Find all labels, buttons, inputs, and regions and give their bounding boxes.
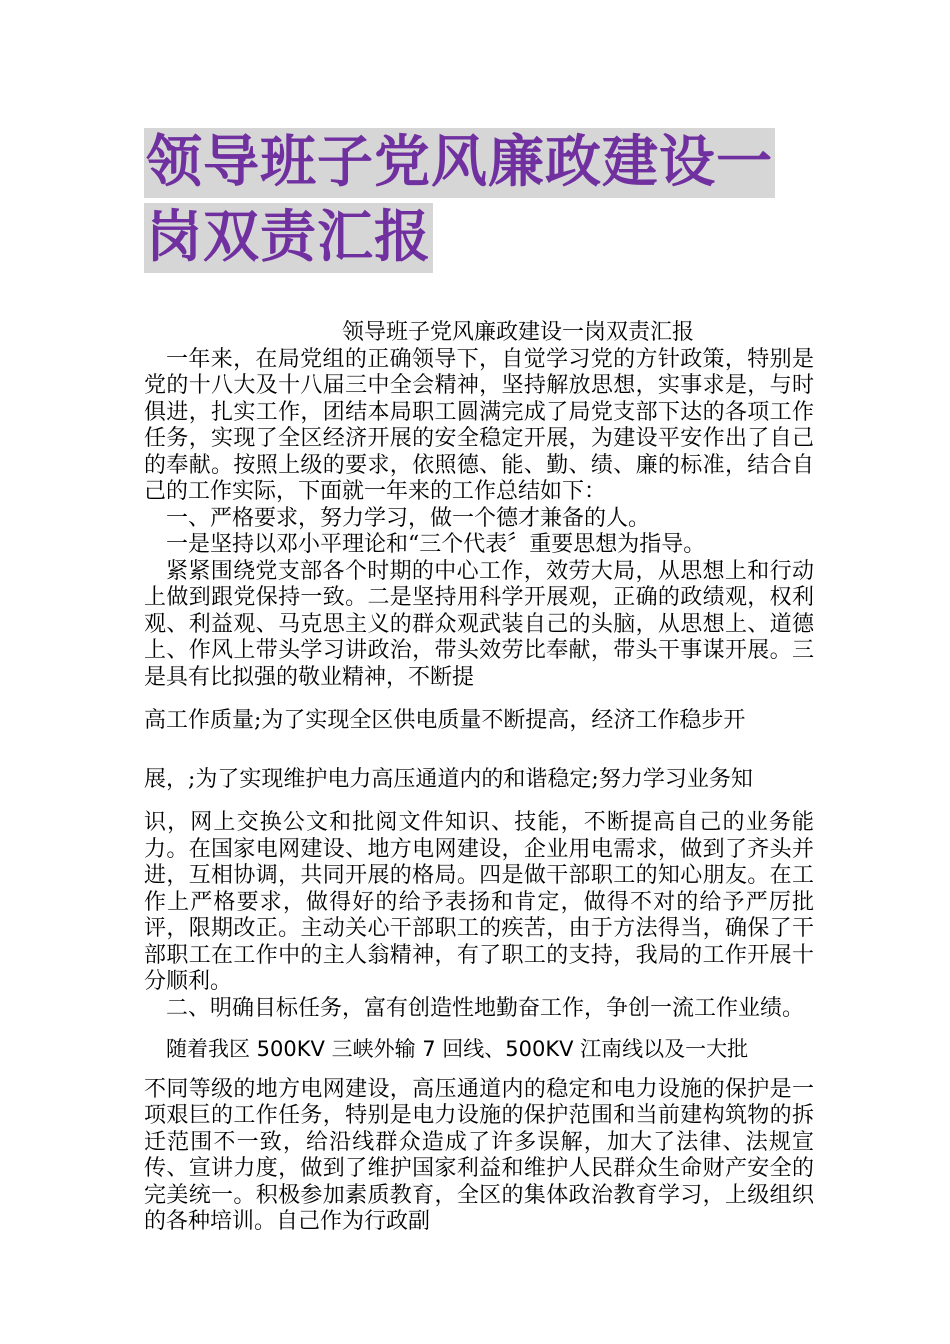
document-body xyxy=(144,320,814,1236)
paragraph-work-line-2 xyxy=(144,708,814,735)
doc-heading: 领导班子党风廉政建设一岗双责汇报 xyxy=(342,320,695,345)
paragraph-grid-line-1 xyxy=(144,1036,814,1063)
work-line-3-text: 展，;为了实现维护电力高压通道内的和谐稳定;努力学习业务知 xyxy=(144,766,753,792)
work-line-2-text: 高工作质量;为了实现全区供电质量不断提高，经济工作稳步开 xyxy=(144,708,746,733)
paragraph-guideline: 一是坚持以邓小平理论和“三个代表〞重要思想为指导。 xyxy=(166,532,706,557)
paragraph-work-line-3 xyxy=(144,767,814,794)
title-line-1: 领导班子党风廉政建设一 xyxy=(144,128,775,198)
grid-line-1-text: 随着我区 500KV 三峡外输 7 回线、500KV 江南线以及一大批 xyxy=(166,1037,749,1061)
section-heading-2: 二、明确目标任务，富有创造性地勤奋工作，争创一流工作业绩。 xyxy=(166,995,805,1021)
document-title xyxy=(144,128,824,278)
section-heading-1: 一、严格要求，努力学习，做一个德才兼备的人。 xyxy=(166,505,651,531)
paragraph-work-continued: 识，网上交换公文和批阅文件知识、技能，不断提高自己的业务能力。在国家电网建设、地方电网建设，企业用电需求，做到了齐头并进，互相协调，共同开展的格局。四是做干部职工的知心朋友。在工作上严格要求，做得好的给予表扬和肯定，做得不对的给予严厉批评，限期改正。主动关心干部职工的疾苦，由于方法得当，确保了干部职工在工作中的主人翁精神，有了职工的支持，我局的工作开展十分顺利。 xyxy=(144,810,814,994)
title-line-2: 岗双责汇报 xyxy=(144,203,433,273)
paragraph-work: 紧紧围绕党支部各个时期的中心工作，效劳大局，从思想上和行动上做到跟党保持一致。二是坚持用科学开展观，正确的政绩观，权利观、利益观、马克思主义的群众观武装自己的头脑，从思想上、道德上、作风上带头学习讲政治，带头效劳比奉献，带头干事谋开展。三是具有比拟强的敬业精神，不断提 xyxy=(144,558,814,690)
paragraph-grid-continued: 不同等级的地方电网建设，高压通道内的稳定和电力设施的保护是一项艰巨的工作任务，特别是电力设施的保护范围和当前建构筑物的拆迁范围不一致，给沿线群众造成了许多误解，加大了法律、法规宣传、宣讲力度，做到了维护国家利益和维护人民群众生命财产安全的完美统一。积极参加素质教育，全区的集体政治教育学习，上级组织的各种培训。自己作为行政副 xyxy=(144,1076,814,1234)
paragraph-intro: 一年来，在局党组的正确领导下，自觉学习党的方针政策，特别是党的十八大及十八届三中全会精神，坚持解放思想，实事求是，与时俱进，扎实工作，团结本局职工圆满完成了局党支部下达的各项工作任务，实现了全区经济开展的安全稳定开展，为建设平安作出了自己的奉献。按照上级的要求，依照德、能、勤、绩、廉的标准，结合自己的工作实际，下面就一年来的工作总结如下： xyxy=(144,346,814,504)
